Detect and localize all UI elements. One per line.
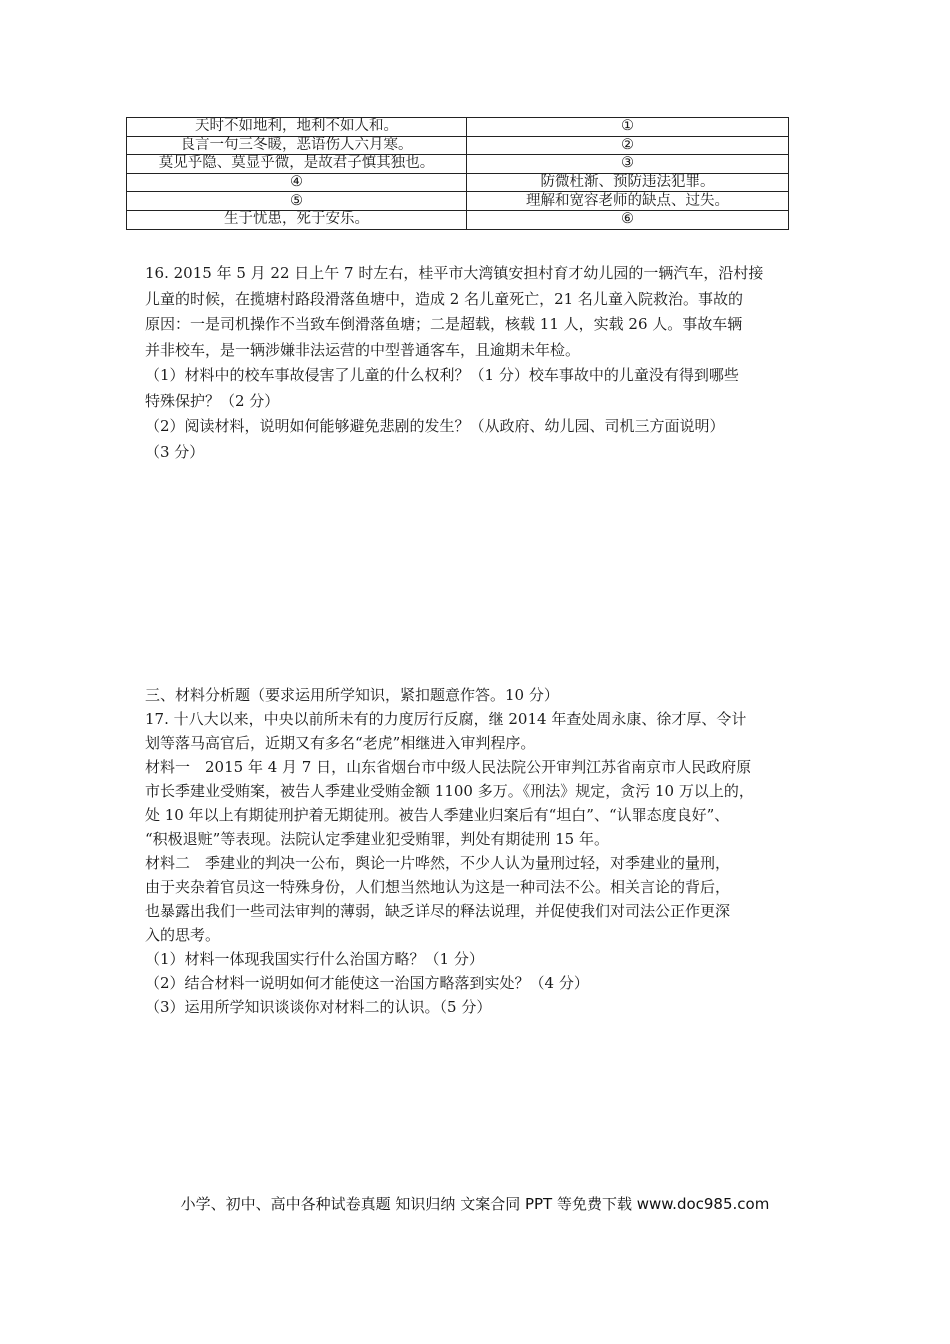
question-17-line: 划等落马高官后，近期又有多名“老虎”相继进入审判程序。: [145, 734, 536, 752]
table-cell-answer: ②: [467, 136, 789, 155]
section-heading: 三、材料分析题（要求运用所学知识，紧扣题意作答。10 分）: [145, 686, 559, 704]
question-16-line: 儿童的时候，在揽塘村路段滑落鱼塘中，造成 2 名儿童死亡，21 名儿童入院救治。事故的: [145, 289, 743, 308]
material-1-line: 材料一 2015 年 4 月 7 日，山东省烟台市中级人民法院公开审判江苏省南京市人民政府原: [145, 758, 752, 776]
sub-question-line: （3）运用所学知识谈谈你对材料二的认识。（5 分）: [145, 998, 492, 1016]
material-1-line: 市长季建业受贿案，被告人季建业受贿金额 1100 多万。《刑法》规定，贪污 10 万以上的，: [145, 782, 754, 800]
question-16-line: （2）阅读材料，说明如何能够避免悲剧的发生？（从政府、幼儿园、司机三方面说明）: [145, 417, 725, 435]
table-cell-quote: 良言一句三冬暖，恶语伤人六月寒。: [127, 136, 467, 155]
table-cell-answer: 理解和宽容老师的缺点、过失。: [467, 192, 789, 211]
table-cell-quote: 天时不如地利，地利不如人和。: [127, 118, 467, 137]
section-3-material-analysis: [145, 683, 805, 1019]
material-1-line: 处 10 年以上有期徒刑护着无期徒刑。被告人季建业归案后有“坦白”、“认罪态度良好”、: [145, 806, 730, 824]
table-row: [127, 173, 789, 192]
question-16-line: 并非校车，是一辆涉嫌非法运营的中型普通客车，且逾期未年检。: [145, 340, 581, 359]
question-17-line: 17. 十八大以来，中央以前所未有的力度厉行反腐，继 2014 年查处周永康、徐才厚、令计: [145, 710, 747, 728]
table-row: [127, 118, 789, 137]
sub-question-line: （2）结合材料一说明如何才能使这一治国方略落到实处？（4 分）: [145, 974, 589, 992]
table-cell-quote: 莫见乎隐、莫显乎微，是故君子慎其独也。: [127, 155, 467, 174]
material-1-line: “积极退赃”等表现。法院认定季建业犯受贿罪，判处有期徒刑 15 年。: [145, 830, 609, 848]
table-cell-answer: ③: [467, 155, 789, 174]
table-cell-answer: 防微杜渐、预防违法犯罪。: [467, 173, 789, 192]
quote-table: [126, 117, 789, 230]
question-16: [145, 261, 805, 465]
table-row: [127, 210, 789, 229]
table-row: [127, 136, 789, 155]
table-cell-quote: 生于忧患，死于安乐。: [127, 210, 467, 229]
material-2-line: 入的思考。: [145, 926, 221, 944]
material-2-line: 由于夹杂着官员这一特殊身份，人们想当然地认为这是一种司法不公。相关言论的背后，: [145, 878, 731, 896]
material-2-line: 也暴露出我们一些司法审判的薄弱，缺乏详尽的释法说理，并促使我们对司法公正作更深: [145, 902, 731, 920]
table-cell-answer: ①: [467, 118, 789, 137]
page-footer: 小学、初中、高中各种试卷真题 知识归纳 文案合同 PPT 等免费下载 www.doc985.com: [180, 1195, 770, 1213]
sub-question-line: （1）材料一体现我国实行什么治国方略？（1 分）: [145, 950, 484, 968]
table-cell-answer: ⑥: [467, 210, 789, 229]
question-16-line: 原因：一是司机操作不当致车倒滑落鱼塘；二是超载，核载 11 人，实载 26 人。事故车辆: [145, 315, 743, 333]
question-16-line: 特殊保护？（2 分）: [145, 391, 280, 410]
question-16-line: （3 分）: [145, 442, 205, 461]
table-cell-quote: ④: [127, 173, 467, 192]
question-16-line: （1）材料中的校车事故侵害了儿童的什么权利？（1 分）校车事故中的儿童没有得到哪些: [145, 366, 739, 384]
table-row: [127, 155, 789, 174]
question-16-line: 16. 2015 年 5 月 22 日上午 7 时左右，桂平市大湾镇安担村育才幼儿园的一辆汽车，沿村接: [145, 264, 764, 282]
table-cell-quote: ⑤: [127, 192, 467, 211]
material-2-line: 材料二 季建业的判决一公布，舆论一片哗然，不少人认为量刑过轻，对季建业的量刑，: [145, 854, 731, 872]
table-row: [127, 192, 789, 211]
